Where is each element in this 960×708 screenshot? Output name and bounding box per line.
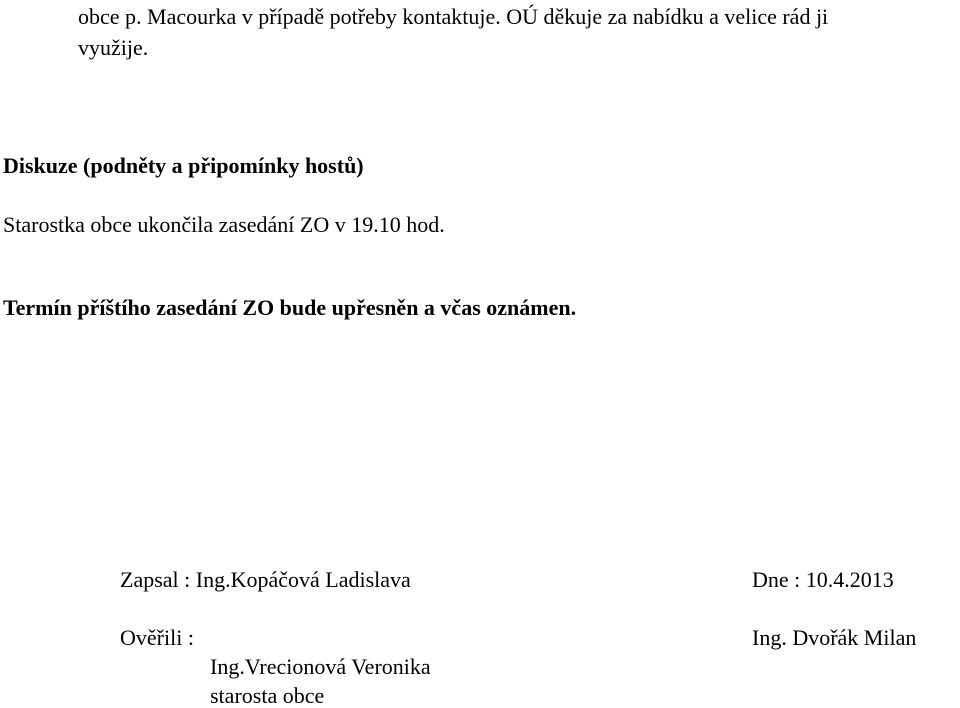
mayor-title: starosta obce <box>210 683 325 708</box>
verifier-2: Ing.Vrecionová Veronika <box>210 654 431 679</box>
next-meeting-notice: Termín příštího zasedání ZO bude upřesněn a včas oznámen. <box>3 295 577 320</box>
intro-text-line-1: obce p. Macourka v případě potřeby kontaktuje. OÚ děkuje za nabídku a velice rád ji <box>78 4 829 29</box>
intro-text-line-2: využije. <box>78 35 149 60</box>
verified-label: Ověřili : <box>120 625 194 650</box>
verifier-1: Ing. Dvořák Milan <box>752 625 917 650</box>
document-date: Dne : 10.4.2013 <box>752 567 894 592</box>
recorded-by: Zapsal : Ing.Kopáčová Ladislava <box>120 567 411 592</box>
discussion-heading: Diskuze (podněty a připomínky hostů) <box>3 153 364 178</box>
closing-statement: Starostka obce ukončila zasedání ZO v 19.10 hod. <box>3 212 445 237</box>
